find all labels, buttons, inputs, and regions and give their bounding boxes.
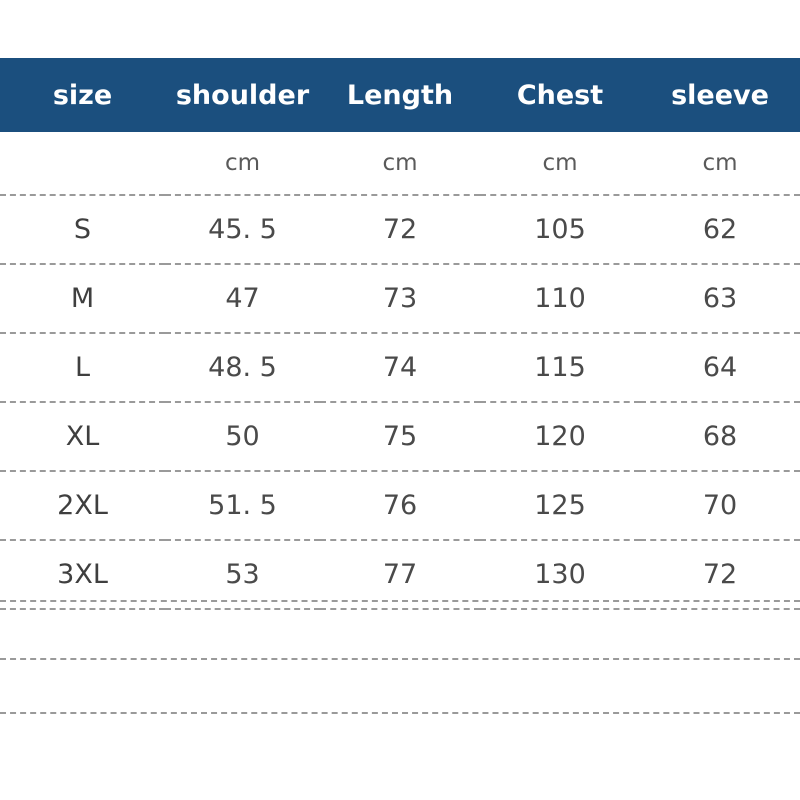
cell-sleeve: 62: [640, 195, 800, 264]
table-row: [0, 540, 800, 609]
cell-length: 74: [320, 333, 480, 402]
unit-shoulder: cm: [165, 132, 320, 195]
column-header-shoulder: shoulder: [165, 58, 320, 132]
cell-sleeve: 70: [640, 471, 800, 540]
cell-sleeve: 72: [640, 540, 800, 609]
unit-sleeve: cm: [640, 132, 800, 195]
header-row: [0, 58, 800, 132]
cell-length: 72: [320, 195, 480, 264]
cell-chest: 115: [480, 333, 640, 402]
column-header-chest: Chest: [480, 58, 640, 132]
cell-sleeve: 64: [640, 333, 800, 402]
cell-size: XL: [0, 402, 165, 471]
cell-chest: 105: [480, 195, 640, 264]
cell-shoulder: 48. 5: [165, 333, 320, 402]
column-header-length: Length: [320, 58, 480, 132]
table-row: [0, 333, 800, 402]
cell-sleeve: 68: [640, 402, 800, 471]
cell-size: 2XL: [0, 471, 165, 540]
size-chart-table: [0, 58, 800, 610]
cell-shoulder: 53: [165, 540, 320, 609]
table-row: [0, 195, 800, 264]
empty-row-divider: [0, 658, 800, 660]
table-row: [0, 402, 800, 471]
cell-size: L: [0, 333, 165, 402]
table-row: [0, 264, 800, 333]
empty-row-divider: [0, 600, 800, 602]
cell-size: M: [0, 264, 165, 333]
unit-length: cm: [320, 132, 480, 195]
unit-row: [0, 132, 800, 195]
cell-shoulder: 47: [165, 264, 320, 333]
column-header-sleeve: sleeve: [640, 58, 800, 132]
cell-size: 3XL: [0, 540, 165, 609]
cell-chest: 120: [480, 402, 640, 471]
cell-size: S: [0, 195, 165, 264]
cell-chest: 130: [480, 540, 640, 609]
cell-length: 75: [320, 402, 480, 471]
table-header: [0, 58, 800, 195]
empty-row-divider: [0, 712, 800, 714]
cell-length: 76: [320, 471, 480, 540]
unit-size: [0, 132, 165, 195]
column-header-size: size: [0, 58, 165, 132]
table-body: [0, 195, 800, 609]
cell-length: 77: [320, 540, 480, 609]
cell-shoulder: 50: [165, 402, 320, 471]
cell-shoulder: 45. 5: [165, 195, 320, 264]
cell-sleeve: 63: [640, 264, 800, 333]
table-row: [0, 471, 800, 540]
cell-shoulder: 51. 5: [165, 471, 320, 540]
cell-chest: 125: [480, 471, 640, 540]
cell-length: 73: [320, 264, 480, 333]
cell-chest: 110: [480, 264, 640, 333]
unit-chest: cm: [480, 132, 640, 195]
